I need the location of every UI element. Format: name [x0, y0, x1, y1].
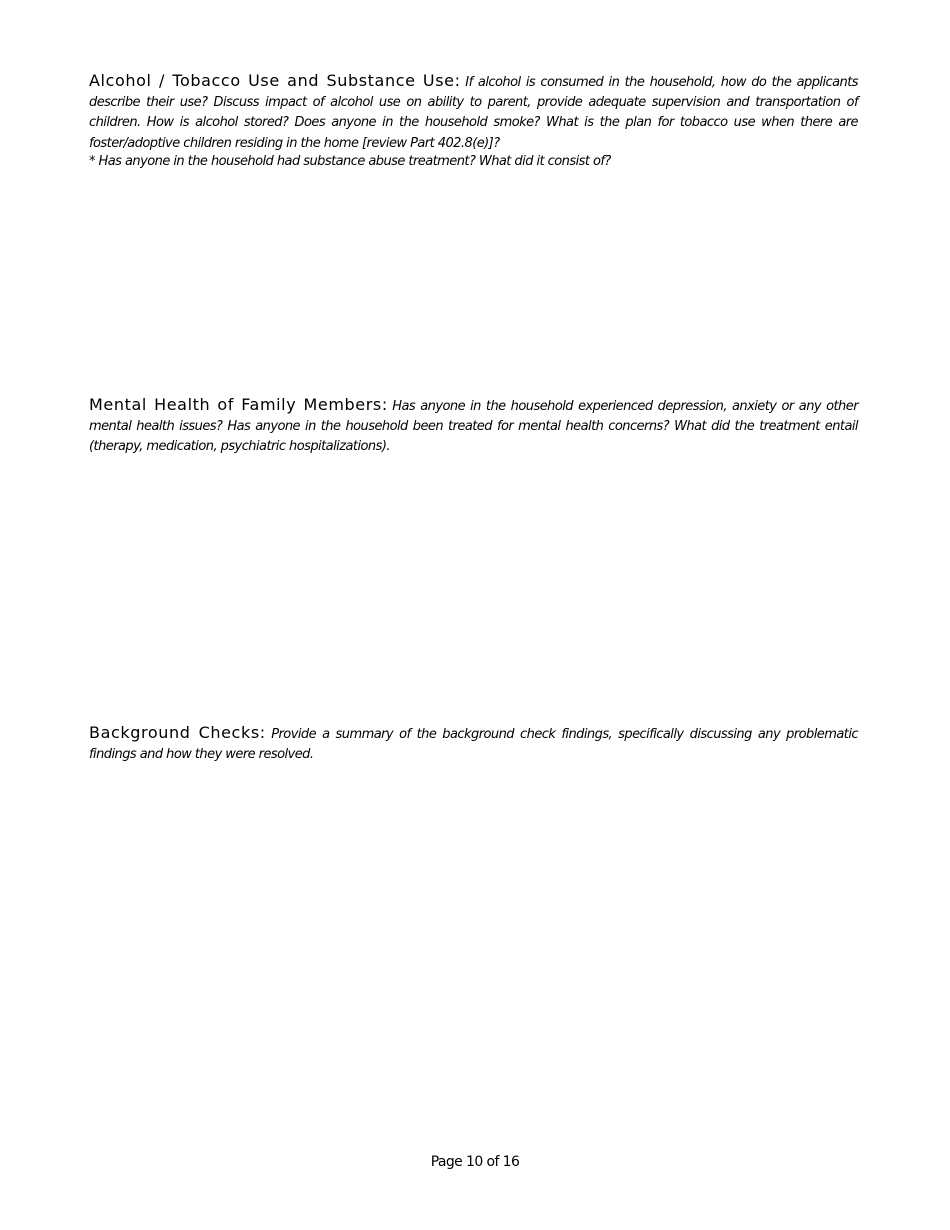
alcohol-tobacco-prompt: If alcohol is consumed in the household, how do the applicants describe their use? Discuss impact of alcohol use on ability to parent, provide adequate supervision and transportation of children. How is alcohol stored? Does anyone in the household smoke? What is the plan for tobacco use when there are foster/adoptive children residing in the home [review Part 402.8(e)]? [89, 75, 858, 151]
mental-health-prompt: Has anyone in the household experienced depression, anxiety or any other mental health issues? Has anyone in the household been treated for mental health concerns? What did the treatment entail (therapy, medication, psychiatric hospitalizations). [89, 399, 858, 455]
mental-health-heading: Mental Health of Family Members [89, 395, 382, 414]
alcohol-tobacco-heading: Alcohol / Tobacco Use and Substance Use [89, 71, 455, 90]
alcohol-tobacco-section [89, 72, 858, 171]
background-checks-heading: Background Checks [89, 723, 260, 742]
background-checks-prompt: Provide a summary of the background check findings, specifically discussing any problematic findings and how they were resolved. [89, 727, 858, 763]
mental-health-section [89, 396, 858, 457]
page-number: Page 10 of 16 [430, 1154, 520, 1170]
background-checks-colon: : [259, 723, 266, 742]
substance-treatment-note: * Has anyone in the household had substance abuse treatment? What did it consist of? [89, 153, 611, 169]
alcohol-tobacco-colon: : [454, 71, 461, 90]
mental-health-colon: : [381, 395, 388, 414]
background-checks-section [89, 724, 858, 764]
